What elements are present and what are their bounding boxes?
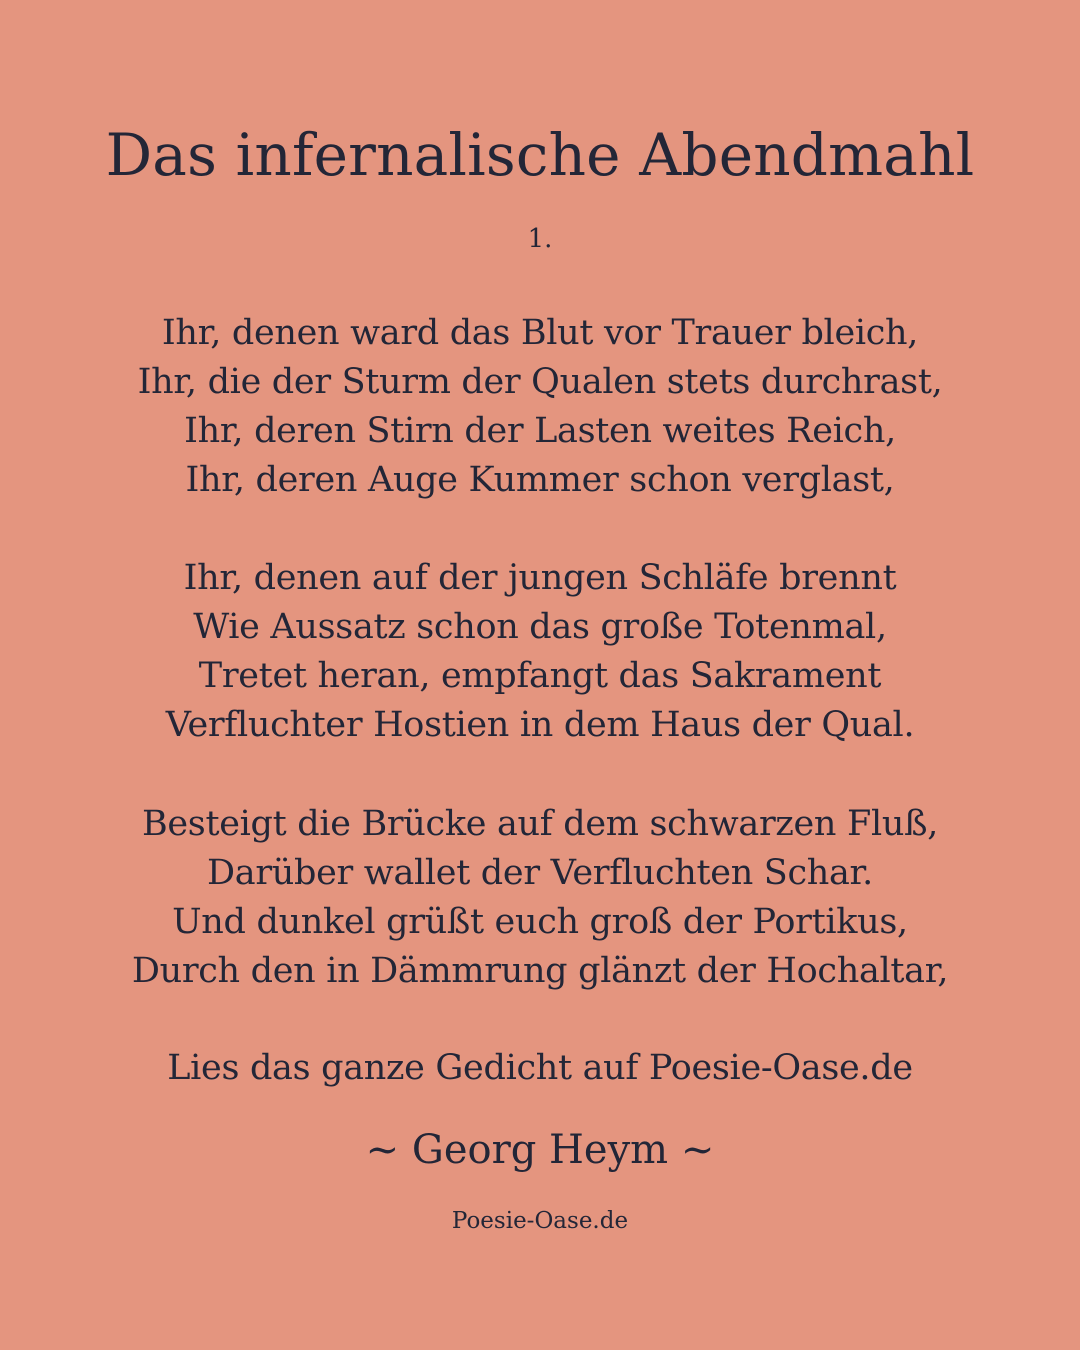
section-number: 1. — [527, 224, 553, 254]
verse-line: Ihr, die der Sturm der Qualen stets durchrast, — [137, 362, 943, 402]
verse-line: Ihr, deren Auge Kummer schon verglast, — [185, 460, 895, 500]
site-watermark: Poesie-Oase.de — [451, 1208, 629, 1234]
verse-line: Ihr, denen ward das Blut vor Trauer bleich, — [161, 313, 919, 353]
verse-line: Durch den in Dämmrung glänzt der Hochaltar, — [131, 951, 949, 991]
read-full-poem-text: Lies das ganze Gedicht auf Poesie-Oase.de — [167, 1048, 913, 1088]
verse-line: Ihr, denen auf der jungen Schläfe brennt — [183, 558, 897, 598]
verse-line: Und dunkel grüßt euch groß der Portikus, — [172, 902, 908, 942]
verse-line: Verfluchter Hostien in dem Haus der Qual. — [165, 705, 915, 745]
verse-line: Ihr, deren Stirn der Lasten weites Reich, — [184, 411, 896, 451]
poem-title: Das infernalische Abendmahl — [105, 121, 975, 189]
verse-line: Wie Aussatz schon das große Totenmal, — [193, 607, 887, 647]
verse-line: Darüber wallet der Verfluchten Schar. — [207, 853, 873, 893]
stanza-1 — [0, 309, 1080, 505]
stanza-3 — [0, 800, 1080, 996]
verse-line: Besteigt die Brücke auf dem schwarzen Fluß, — [141, 804, 939, 844]
verse-line: Tretet heran, empfangt das Sakrament — [198, 656, 882, 696]
stanza-2 — [0, 554, 1080, 750]
author-name: ~ Georg Heym ~ — [365, 1127, 715, 1173]
